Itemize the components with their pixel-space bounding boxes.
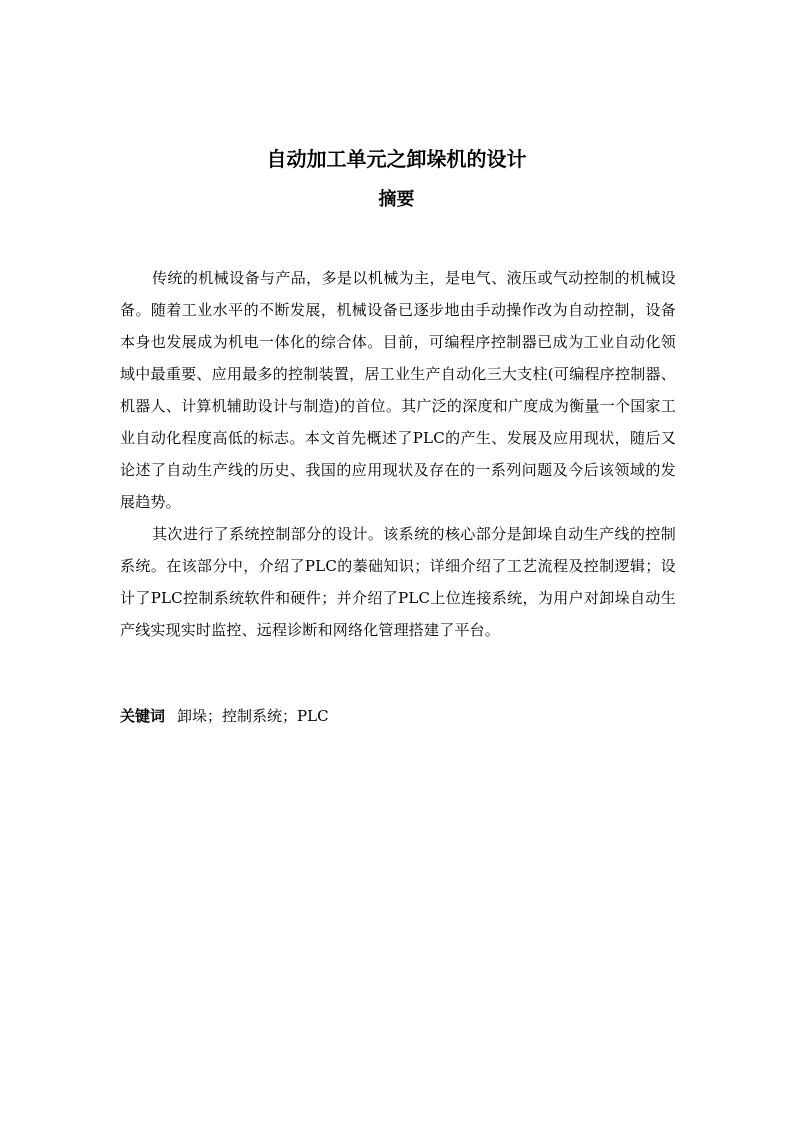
keywords-value: 卸垛；控制系统；PLC (177, 707, 329, 725)
document-title: 自动加工单元之卸垛机的设计 (266, 147, 527, 171)
abstract-paragraph-1: 传统的机械设备与产品，多是以机械为主，是电气、液压或气动控制的机械设备。随着工业水平的不断发展，机械设备已逐步地由手动操作改为自动控制，设备本身也发展成为机电一体化的综合体。目前，可编程序控制器已成为工业自动化领域中最重要、应用最多的控制装置，居工业生产自动化三大支柱(可编程序控制器、机器人、计算机辅助设计与制造)的首位。其广泛的深度和广度成为衡量一个国家工业自动化程度高低的标志。本文首先概述了PLC的产生、发展及应用现状，随后又论述了自动生产线的历史、我国的应用现状及存在的一系列问题及今后该领域的发展趋势。 (120, 269, 676, 511)
abstract-heading: 摘要 (378, 189, 415, 210)
keywords-line (120, 704, 676, 728)
keywords-label: 关键词 (120, 707, 166, 725)
abstract-paragraph-2: 其次进行了系统控制部分的设计。该系统的核心部分是卸垛自动生产线的控制系统。在该部分中，介绍了PLC的蓁础知识；详细介绍了工艺流程及控制逻辑；设计了PLC控制系统软件和硬件；并介绍了PLC上位连接系统，为用户对卸垛自动生产线实现实时监控、远程诊断和网络化管理搭建了平台。 (120, 525, 676, 639)
abstract-body (120, 262, 676, 646)
